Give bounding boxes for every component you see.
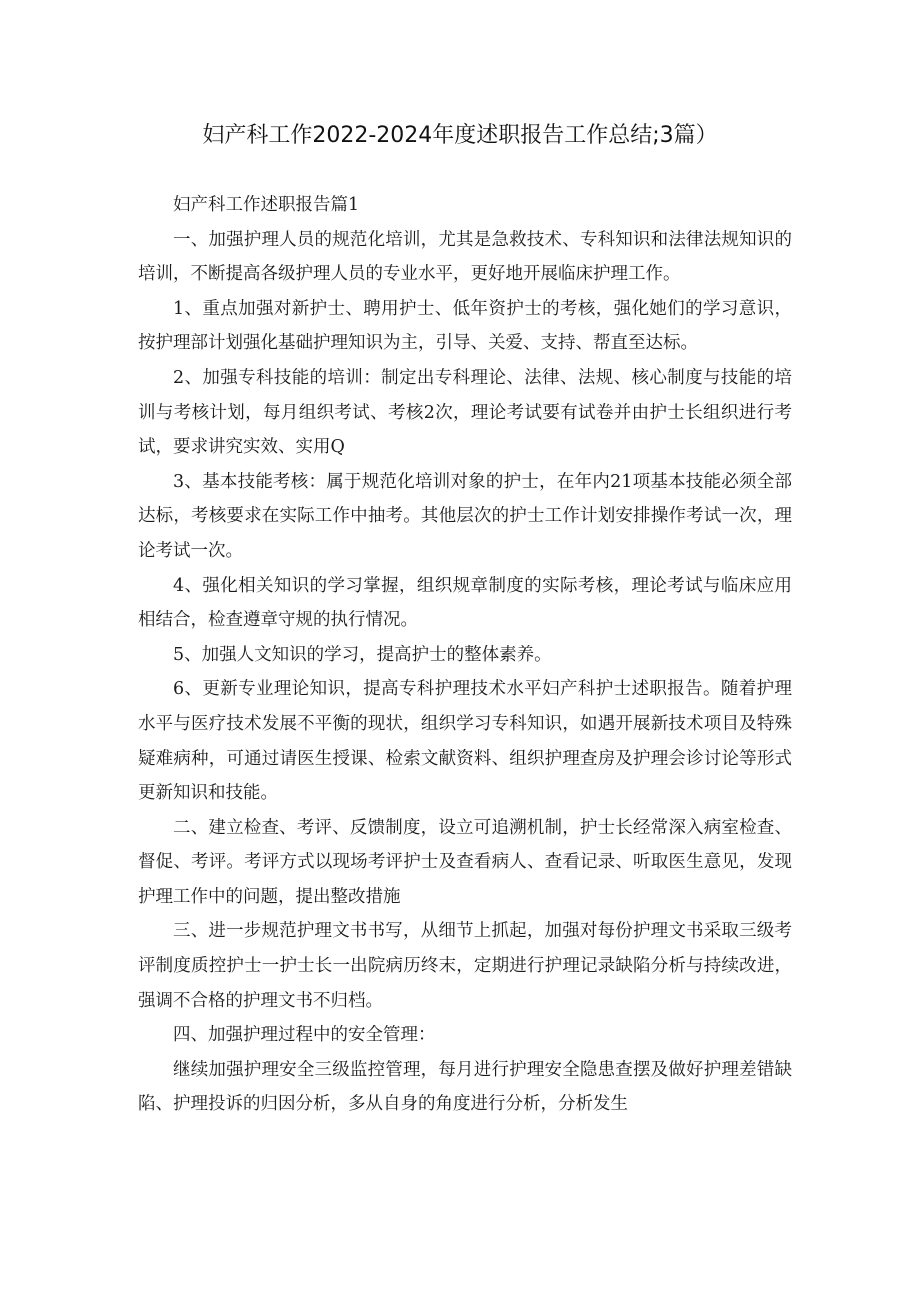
paragraph: 6、更新专业理论知识，提高专科护理技术水平妇产科护士述职报告。随着护理水平与医疗技术发展不平衡的现状，组织学习专科知识，如遇开展新技术项目及特殊疑难病种，可通过请医生授课、检索文献资料、组织护理查房及护理会诊讨论等形式更新知识和技能。 (138, 679, 792, 804)
paragraph: 4、强化相关知识的学习掌握，组织规章制度的实际考核，理论考试与临床应用相结合，检查遵章守规的执行情况。 (138, 575, 792, 631)
paragraph: 二、建立检查、考评、反馈制度，设立可追溯机制，护士长经常深入病室检查、督促、考评。考评方式以现场考评护士及查看病人、查看记录、听取医生意见，发现护理工作中的问题，提出整改措施 (138, 817, 792, 907)
paragraph: 一、加强护理人员的规范化培训，尤其是急救技术、专科知识和法律法规知识的培训，不断提高各级护理人员的专业水平，更好地开展临床护理工作。 (138, 229, 792, 285)
paragraph: 三、进一步规范护理文书书写，从细节上抓起，加强对每份护理文书采取三级考评制度质控护士一护士长一出院病历终末，定期进行护理记录缺陷分析与持续改进，强调不合格的护理文书不归档。 (138, 921, 792, 1011)
document-body (138, 188, 792, 1122)
paragraph: 继续加强护理安全三级监控管理，每月进行护理安全隐患查摆及做好护理差错缺陷、护理投诉的归因分析，多从自身的角度进行分析，分析发生 (138, 1059, 792, 1115)
section-heading: 妇产科工作述职报告篇1 (173, 195, 360, 215)
paragraph: 3、基本技能考核：属于规范化培训对象的护士，在年内21项基本技能必须全部达标，考核要求在实际工作中抽考。其他层次的护士工作计划安排操作考试一次，理论考试一次。 (138, 471, 792, 561)
paragraph: 四、加强护理过程中的安全管理： (173, 1025, 436, 1046)
paragraph: 5、加强人文知识的学习，提高护士的整体素养。 (173, 644, 552, 665)
paragraph: 1、重点加强对新护士、聘用护士、低年资护士的考核，强化她们的学习意识，按护理部计划强化基础护理知识为主，引导、关爱、支持、帮直至达标。 (138, 298, 792, 354)
document-title: 妇产科工作2022-2024年度述职报告工作总结;3篇） (202, 123, 718, 148)
paragraph: 2、加强专科技能的培训：制定出专科理论、法律、法规、核心制度与技能的培训与考核计划，每月组织考试、考核2次，理论考试要有试卷并由护士长组织进行考试，要求讲究实效、实用Q (138, 367, 792, 458)
